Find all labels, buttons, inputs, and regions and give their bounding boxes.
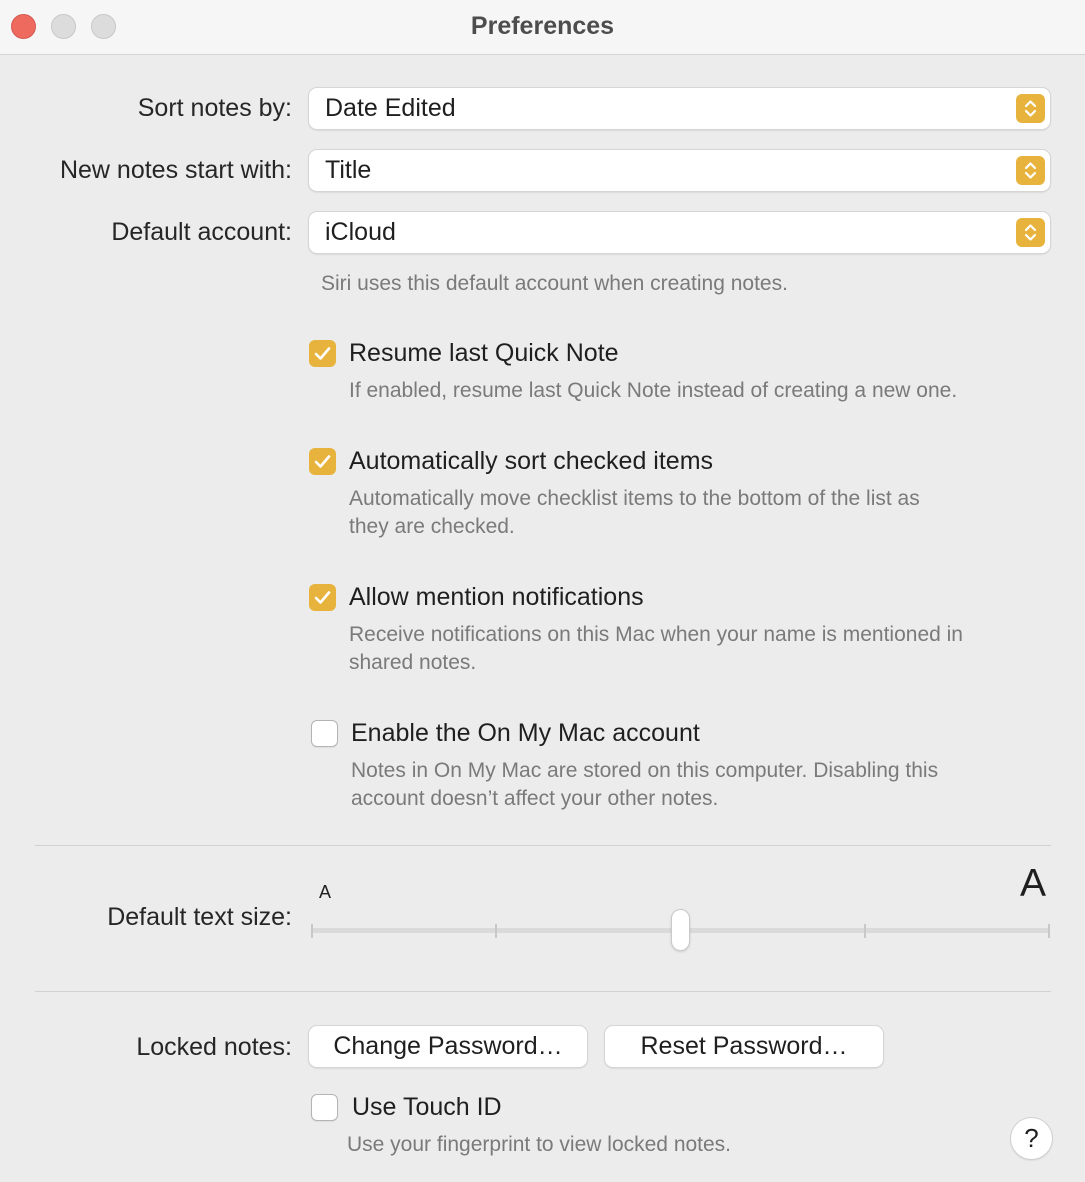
resume-quick-note-checkbox[interactable] bbox=[309, 340, 336, 367]
resume-quick-note-label[interactable]: Resume last Quick Note bbox=[349, 339, 619, 367]
touch-id-label[interactable]: Use Touch ID bbox=[352, 1093, 502, 1121]
checkmark-icon bbox=[309, 448, 336, 475]
touch-id-checkbox[interactable] bbox=[311, 1094, 338, 1121]
default-account-hint: Siri uses this default account when creating notes. bbox=[321, 272, 788, 295]
divider bbox=[35, 991, 1051, 992]
title-bar bbox=[0, 0, 1085, 55]
auto-sort-checked-hint-line2: they are checked. bbox=[349, 515, 515, 538]
on-my-mac-hint-line1: Notes in On My Mac are stored on this computer. Disabling this bbox=[351, 759, 939, 782]
large-text-size-glyph: A bbox=[1020, 862, 1047, 905]
sort-notes-value: Date Edited bbox=[325, 94, 456, 122]
mention-notifications-hint-line1: Receive notifications on this Mac when your name is mentioned in bbox=[349, 623, 963, 646]
mention-notifications-checkbox[interactable] bbox=[309, 584, 336, 611]
auto-sort-checked-hint-line1: Automatically move checklist items to the bottom of the list as bbox=[349, 487, 920, 510]
window-title: Preferences bbox=[470, 12, 615, 40]
mention-notifications-label[interactable]: Allow mention notifications bbox=[349, 583, 644, 611]
up-down-chevron-icon bbox=[1016, 218, 1045, 247]
help-button[interactable]: ? bbox=[1011, 1118, 1052, 1159]
divider bbox=[35, 845, 1051, 846]
checkmark-icon bbox=[309, 340, 336, 367]
auto-sort-checked-label[interactable]: Automatically sort checked items bbox=[349, 447, 714, 475]
auto-sort-checked-checkbox[interactable] bbox=[309, 448, 336, 475]
on-my-mac-checkbox[interactable] bbox=[311, 720, 338, 747]
text-size-slider-knob[interactable] bbox=[672, 910, 689, 950]
reset-password-button[interactable]: Reset Password… bbox=[605, 1026, 883, 1067]
slider-tick bbox=[1048, 924, 1050, 938]
sort-notes-select[interactable] bbox=[309, 88, 1050, 129]
default-account-label: Default account: bbox=[111, 218, 292, 246]
on-my-mac-label[interactable]: Enable the On My Mac account bbox=[351, 719, 700, 747]
checkmark-icon bbox=[309, 584, 336, 611]
change-password-button[interactable]: Change Password… bbox=[309, 1026, 587, 1067]
on-my-mac-hint-line2: account doesn’t affect your other notes. bbox=[351, 787, 719, 810]
slider-tick bbox=[495, 924, 497, 938]
text-size-label: Default text size: bbox=[107, 903, 292, 931]
default-account-value: iCloud bbox=[325, 218, 396, 246]
sort-notes-label: Sort notes by: bbox=[137, 94, 292, 122]
slider-tick bbox=[864, 924, 866, 938]
up-down-chevron-icon bbox=[1016, 156, 1045, 185]
up-down-chevron-icon bbox=[1016, 94, 1045, 123]
slider-tick bbox=[311, 924, 313, 938]
small-text-size-glyph: A bbox=[319, 882, 332, 902]
locked-notes-label: Locked notes: bbox=[136, 1033, 292, 1061]
touch-id-hint: Use your fingerprint to view locked notes. bbox=[347, 1133, 732, 1156]
new-notes-value: Title bbox=[325, 156, 372, 184]
resume-quick-note-hint: If enabled, resume last Quick Note instead of creating a new one. bbox=[349, 379, 958, 402]
default-account-select[interactable] bbox=[309, 212, 1050, 253]
new-notes-select[interactable] bbox=[309, 150, 1050, 191]
new-notes-label: New notes start with: bbox=[59, 156, 292, 184]
mention-notifications-hint-line2: shared notes. bbox=[349, 651, 477, 674]
